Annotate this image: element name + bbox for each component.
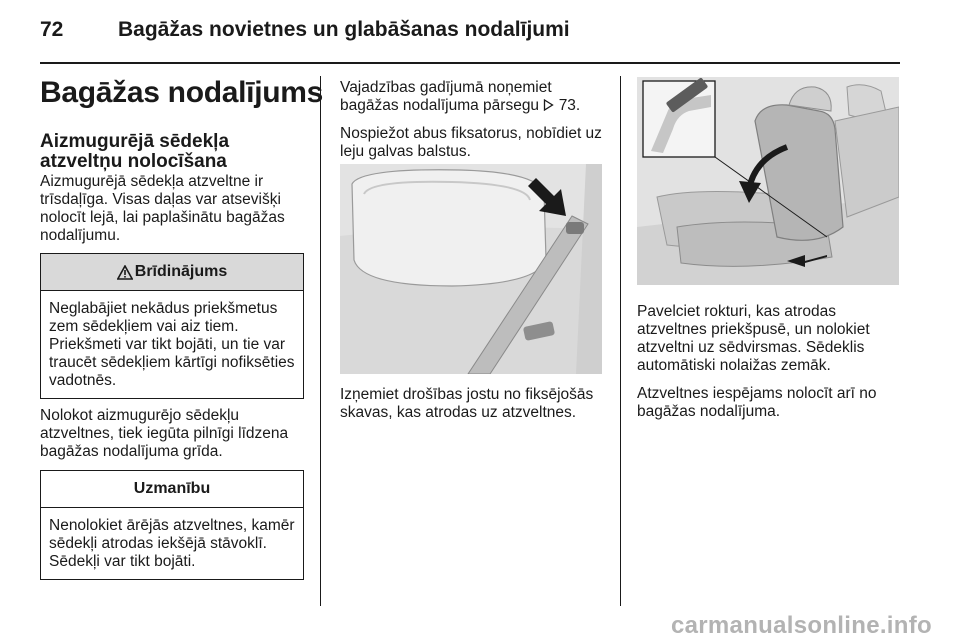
- section-subtitle: Aizmugurējā sēdekļa atzveltņu nolocīšana: [40, 131, 230, 172]
- watermark: carmanualsonline.info: [670, 612, 932, 639]
- column-divider-1: [320, 76, 321, 606]
- column-1-intro: [40, 173, 308, 255]
- page-ref-link[interactable]: 73.: [558, 97, 581, 114]
- header-rule: [40, 62, 900, 64]
- warning-box-title: Brīdinājums: [134, 263, 228, 280]
- warning-box-text: Neglabājiet nekādus priekšmetus zem sēdekļiem vai aiz tiem. Priekšmeti var tikt bojāti, un tie var traucēt sēdekļiem kārtīgi nofiksēties vadotnēs.: [49, 300, 295, 389]
- headrest-belt-drawing: [340, 164, 602, 374]
- warning-triangle-icon: [117, 265, 133, 280]
- triangle-ref-icon: [543, 99, 554, 111]
- seat-fold-illustration: [637, 77, 899, 285]
- headrest-paragraph: Nospiežot abus fiksatorus, nobīdiet uz leju galvas balstus.: [340, 125, 602, 160]
- column-2-bottom: [340, 386, 608, 432]
- headrest-belt-illustration: [340, 164, 602, 374]
- section-title: Bagāžas nodalījums: [40, 76, 324, 109]
- page-number: 72: [40, 18, 64, 41]
- fold-backrest-paragraph: Pavelciet rokturi, kas atrodas atzveltnes priekšpusē, un nolokiet atzveltni uz sēdvirsmas. Sēdeklis automātiski nolaižas zemāk.: [637, 303, 870, 374]
- remove-cover-text: Vajadzības gadījumā noņemiet bagāžas nodalījuma pārsegu: [340, 79, 552, 114]
- caution-box-text: Nenolokiet ārējās atzveltnes, kamēr sēdekļi atrodas iekšējā stāvoklī. Sēdekļi var tikt bojāti.: [49, 517, 295, 570]
- remove-cover-paragraph: [340, 79, 605, 115]
- fold-flat-paragraph: Nolokot aizmugurējo sēdekļu atzveltnes, tiek iegūta pilnīgi līdzena bagāžas nodalījuma grīda.: [40, 407, 289, 460]
- running-header-title: Bagāžas novietnes un glabāšanas nodalījumi: [118, 18, 570, 41]
- warning-box: [40, 253, 304, 399]
- column-divider-2: [620, 76, 621, 606]
- caution-box-title: Uzmanību: [133, 480, 211, 497]
- column-3-text: [637, 303, 899, 431]
- column-2-top: [340, 79, 605, 171]
- warning-box-header: [41, 254, 303, 291]
- seat-fold-drawing: [637, 77, 899, 285]
- column-1-mid: [40, 407, 308, 471]
- caution-box: [40, 470, 304, 580]
- intro-paragraph: Aizmugurējā sēdekļa atzveltne ir trīsdaļīga. Visas daļas var atsevišķi nolocīt lejā, lai paplašinātu bagāžas nodalījumu.: [40, 173, 285, 244]
- seat-belt-paragraph: Izņemiet drošības jostu no fiksējošās skavas, kas atrodas uz atzveltnes.: [340, 386, 594, 421]
- caution-box-header: [41, 471, 303, 508]
- fold-from-trunk-paragraph: Atzveltnes iespējams nolocīt arī no bagāžas nodalījuma.: [637, 385, 877, 420]
